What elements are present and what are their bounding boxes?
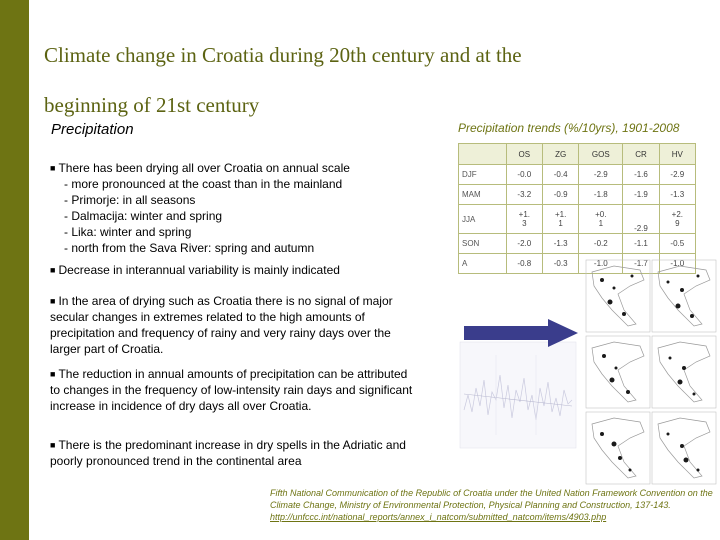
trend-value: -2.0 [506,234,542,254]
bullet-text: Decrease in interannual variability is mainly indicated [58,263,340,277]
sub-bullet: - north from the Sava River: spring and autumn [64,241,315,255]
trend-value: -0.9 [542,185,578,205]
trend-header-cell: ZG [542,144,578,165]
season-label: JJA [459,205,507,234]
sub-bullet: - Dalmacija: winter and spring [64,209,223,223]
bullet-text: There is the predominant increase in dry spells in the Adriatic and poorly pronounced trend in the continental area [50,438,406,468]
trend-value: +0. 1 [579,205,623,234]
bullet-dry-spells [50,437,420,469]
season-label: SON [459,234,507,254]
precipitation-trend-table [458,143,696,274]
station-trend-maps [584,258,718,486]
trend-value: -1.0 [579,254,623,274]
trend-value: -0.4 [542,165,578,185]
bullet-text: There has been drying all over Croatia on annual scale [58,161,350,175]
title-line-2: beginning of 21st century [44,93,260,117]
trend-value: -0.8 [506,254,542,274]
right-arrow-icon [462,318,580,348]
trend-value: -0.5 [659,234,695,254]
trend-value: -1.0 [659,254,695,274]
trend-value: -2.9 [659,165,695,185]
season-label: DJF [459,165,507,185]
trend-table-row [459,165,696,185]
trend-value: -1.9 [623,185,659,205]
trend-header-cell: OS [506,144,542,165]
source-footer [270,487,715,523]
sub-bullet: - more pronounced at the coast than in the mainland [64,177,343,191]
square-bullet-icon: ■ [50,369,56,379]
source-citation: Fifth National Communication of the Republic of Croatia under the United Nation Framework Convention on the Climate Change, Ministry of Environmental Protection, Physical Planning and Construction, 137-143. [270,488,713,510]
square-bullet-icon: ■ [50,296,56,306]
trend-value: -1.8 [579,185,623,205]
trend-header-cell: HV [659,144,695,165]
trend-header-cell: GOS [579,144,623,165]
sub-bullet: - Primorje: in all seasons [64,193,196,207]
bullet-text: The reduction in annual amounts of precipitation can be attributed to changes in the frequency of low-intensity rain days and significant increase in incidence of dry days all over Croatia. [50,367,413,413]
trend-value: +2. 9 [659,205,695,234]
square-bullet-icon: ■ [50,163,56,173]
trend-header-cell [459,144,507,165]
trend-value: -1.1 [623,234,659,254]
bullet-reduction [50,366,420,414]
bullet-text: In the area of drying such as Croatia there is no signal of major secular changes in extremes related to the high amounts of precipitation and frequency of rainy and very rainy days over the larger part of Croatia. [50,294,393,356]
season-label: A [459,254,507,274]
trend-table-row [459,205,696,234]
trend-value: -0.0 [506,165,542,185]
trend-value: -2.9 [623,205,659,234]
trend-value: -2.9 [579,165,623,185]
precipitation-timeseries-figure [458,340,578,450]
trend-value: -1.3 [542,234,578,254]
title-line-1: Climate change in Croatia during 20th century and at the [44,43,522,67]
precipitation-heading: Precipitation [51,121,134,138]
square-bullet-icon: ■ [50,265,56,275]
bullet-variability [50,262,450,278]
bullet-extremes [50,293,420,357]
season-label: MAM [459,185,507,205]
trend-value: -0.2 [579,234,623,254]
slide-left-bar [0,0,29,540]
trend-table-header-row [459,144,696,165]
square-bullet-icon: ■ [50,440,56,450]
trend-value: -1.3 [659,185,695,205]
trend-header-cell: CR [623,144,659,165]
trend-value: +1. 3 [506,205,542,234]
trend-value: -0.3 [542,254,578,274]
trend-value: -1.6 [623,165,659,185]
sub-bullet: - Lika: winter and spring [64,225,192,239]
trend-table-title: Precipitation trends (%/10yrs), 1901-2008 [458,121,680,135]
trend-value: -1.7 [623,254,659,274]
trend-table-row [459,234,696,254]
trend-value: +1. 1 [542,205,578,234]
trend-table-row [459,185,696,205]
slide-title [44,30,684,130]
trend-value: -3.2 [506,185,542,205]
source-link[interactable]: http://unfccc.int/national_reports/annex_i_natcom/submitted_natcom/items/4903.php [270,512,607,522]
bullet-drying [50,160,420,256]
